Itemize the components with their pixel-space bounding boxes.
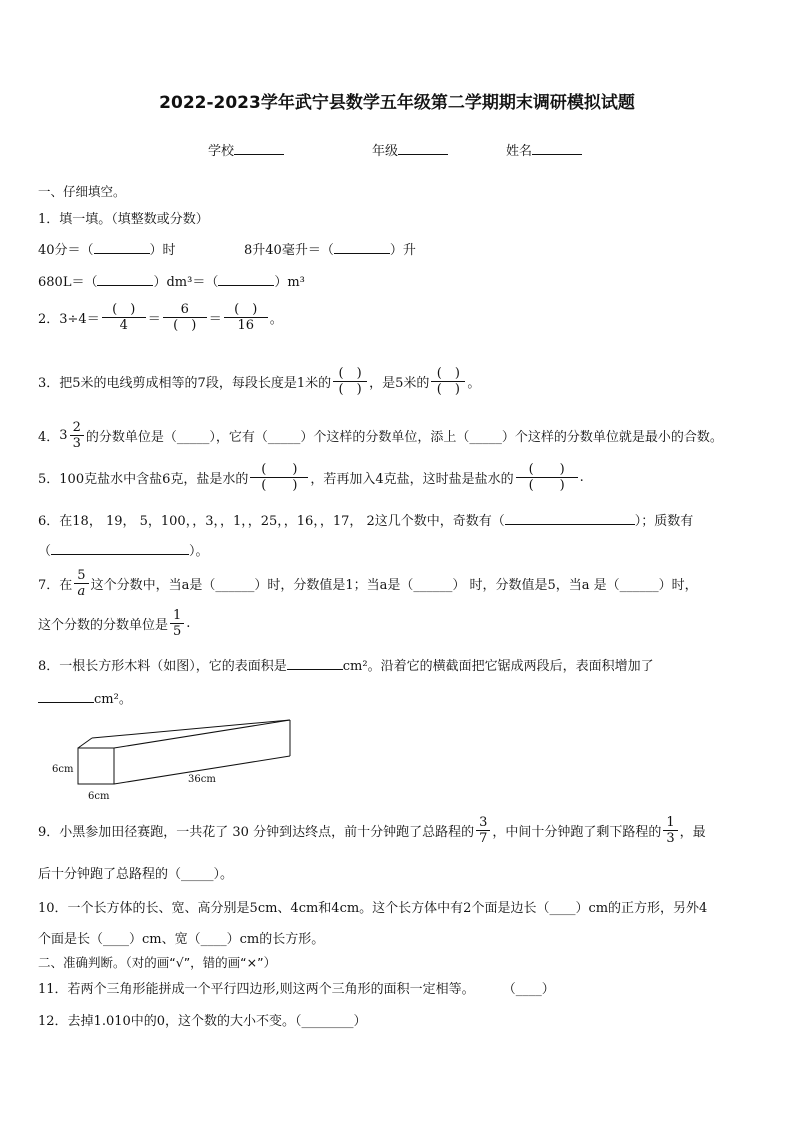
q1-a: 40分＝（ ）时 — [38, 239, 176, 258]
q10-line-2: 个面是长（____）cm、宽（____）cm的长方形。 — [38, 932, 325, 947]
name-blank — [532, 140, 582, 155]
section-heading-2: 二、准确判断。（对的画“√”，错的画“×”） — [38, 955, 277, 970]
q10-line-1: 10．一个长方体的长、宽、高分别是5cm、4cm和4cm。这个长方体中有2个面是边长（____）cm的正方形，另外4 — [38, 901, 708, 916]
q9-line-2: 后十分钟跑了总路程的（_____）。 — [38, 867, 234, 882]
q2-fraction-1: $\frac{( )}{4}$ — [102, 302, 146, 333]
name-field — [506, 140, 582, 159]
page-title: 2022-2023学年武宁县数学五年级第二学期期末调研模拟试题 — [159, 93, 635, 113]
grade-field — [372, 140, 448, 159]
grade-label: 年级 — [372, 144, 399, 159]
cuboid-figure — [48, 716, 298, 806]
q2-fraction-2: $\frac{6}{( )}$ — [163, 302, 207, 333]
q3-fraction-2: $\frac{( )}{( )}$ — [431, 366, 465, 397]
q1-stem: 1．填一填。（填整数或分数） — [38, 212, 209, 227]
q9-fraction-2: $\frac{1}{3}$ — [663, 815, 677, 846]
q7-unit-fraction: $\frac{1}{5}$ — [170, 608, 184, 639]
q1-b: 8升40毫升＝（ ）升 — [244, 239, 416, 258]
width-label: 6cm — [88, 791, 110, 802]
q5: 5．100克盐水中含盐6克，盐是水的 $\frac{( )}{( )}$ ，若再加入4克盐，这时盐是盐水的 $\frac{( )}{( )}$ . — [38, 462, 584, 493]
q7-line-1: 7．在 $\frac{5}{a}$ 这个分数中，当a是（______）时，分数值是1；当a是（______） 时，分数值是5，当a 是（______）时， — [38, 568, 698, 599]
q7-fraction: $\frac{5}{a}$ — [74, 568, 88, 599]
q4-mixed-number: 3 $\frac{2}{3}$ — [59, 420, 86, 451]
q5-fraction-2: $\frac{( )}{( )}$ — [516, 462, 578, 493]
q5-fraction-1: $\frac{( )}{( )}$ — [250, 462, 308, 493]
q1-c: 680L＝（ ）dm³＝（ ）m³ — [38, 271, 305, 290]
q6-line-1: 6．在18， 19， 5，100，，3，，1，，25，，16，，17， 2这几个数中，奇数有（ ）；质数有 — [38, 510, 693, 529]
q11: 11．若两个三角形能拼成一个平行四边形,则这两个三角形的面积一定相等。 （____） — [38, 982, 555, 997]
school-blank — [234, 140, 284, 155]
name-label: 姓名 — [506, 144, 533, 159]
q8-line-2: cm²。 — [38, 688, 132, 707]
q4: 4． 3 $\frac{2}{3}$ 的分数单位是（_____），它有（_____）个这样的分数单位，添上（_____）个这样的分数单位就是最小的合数。 — [38, 420, 723, 451]
q2: 2．3÷4＝ $\frac{( )}{4}$ ＝ $\frac{6}{( )}$ ＝ $\frac{( )}{16}$ 。 — [38, 302, 283, 333]
height-label: 6cm — [52, 764, 74, 775]
school-label: 学校 — [208, 144, 235, 159]
length-label: 36cm — [188, 774, 216, 785]
q8-line-1: 8．一根长方形木料（如图），它的表面积是 cm²。沿着它的横截面把它锯成两段后，表面积增加了 — [38, 655, 654, 674]
q12: 12．去掉1.010中的0，这个数的大小不变。（________） — [38, 1014, 367, 1029]
q9-fraction-1: $\frac{3}{7}$ — [476, 815, 490, 846]
school-field — [208, 140, 284, 159]
q2-fraction-3: $\frac{( )}{16}$ — [224, 302, 268, 333]
q9-line-1: 9．小黑参加田径赛跑，一共花了 30 分钟到达终点，前十分钟跑了总路程的 $\frac{3}{7}$ ，中间十分钟跑了剩下路程的 $\frac{1}{3}$ ，最 — [38, 815, 706, 846]
q6-line-2: （ ）。 — [38, 540, 209, 559]
q3-fraction-1: $\frac{( )}{( )}$ — [333, 366, 367, 397]
section-heading-1: 一、仔细填空。 — [38, 184, 126, 199]
q3: 3．把5米的电线剪成相等的7段，每段长度是1米的 $\frac{( )}{( )}$ ，是5米的 $\frac{( )}{( )}$ 。 — [38, 366, 481, 397]
grade-blank — [398, 140, 448, 155]
q7-line-2: 这个分数的分数单位是 $\frac{1}{5}$ . — [38, 608, 191, 639]
